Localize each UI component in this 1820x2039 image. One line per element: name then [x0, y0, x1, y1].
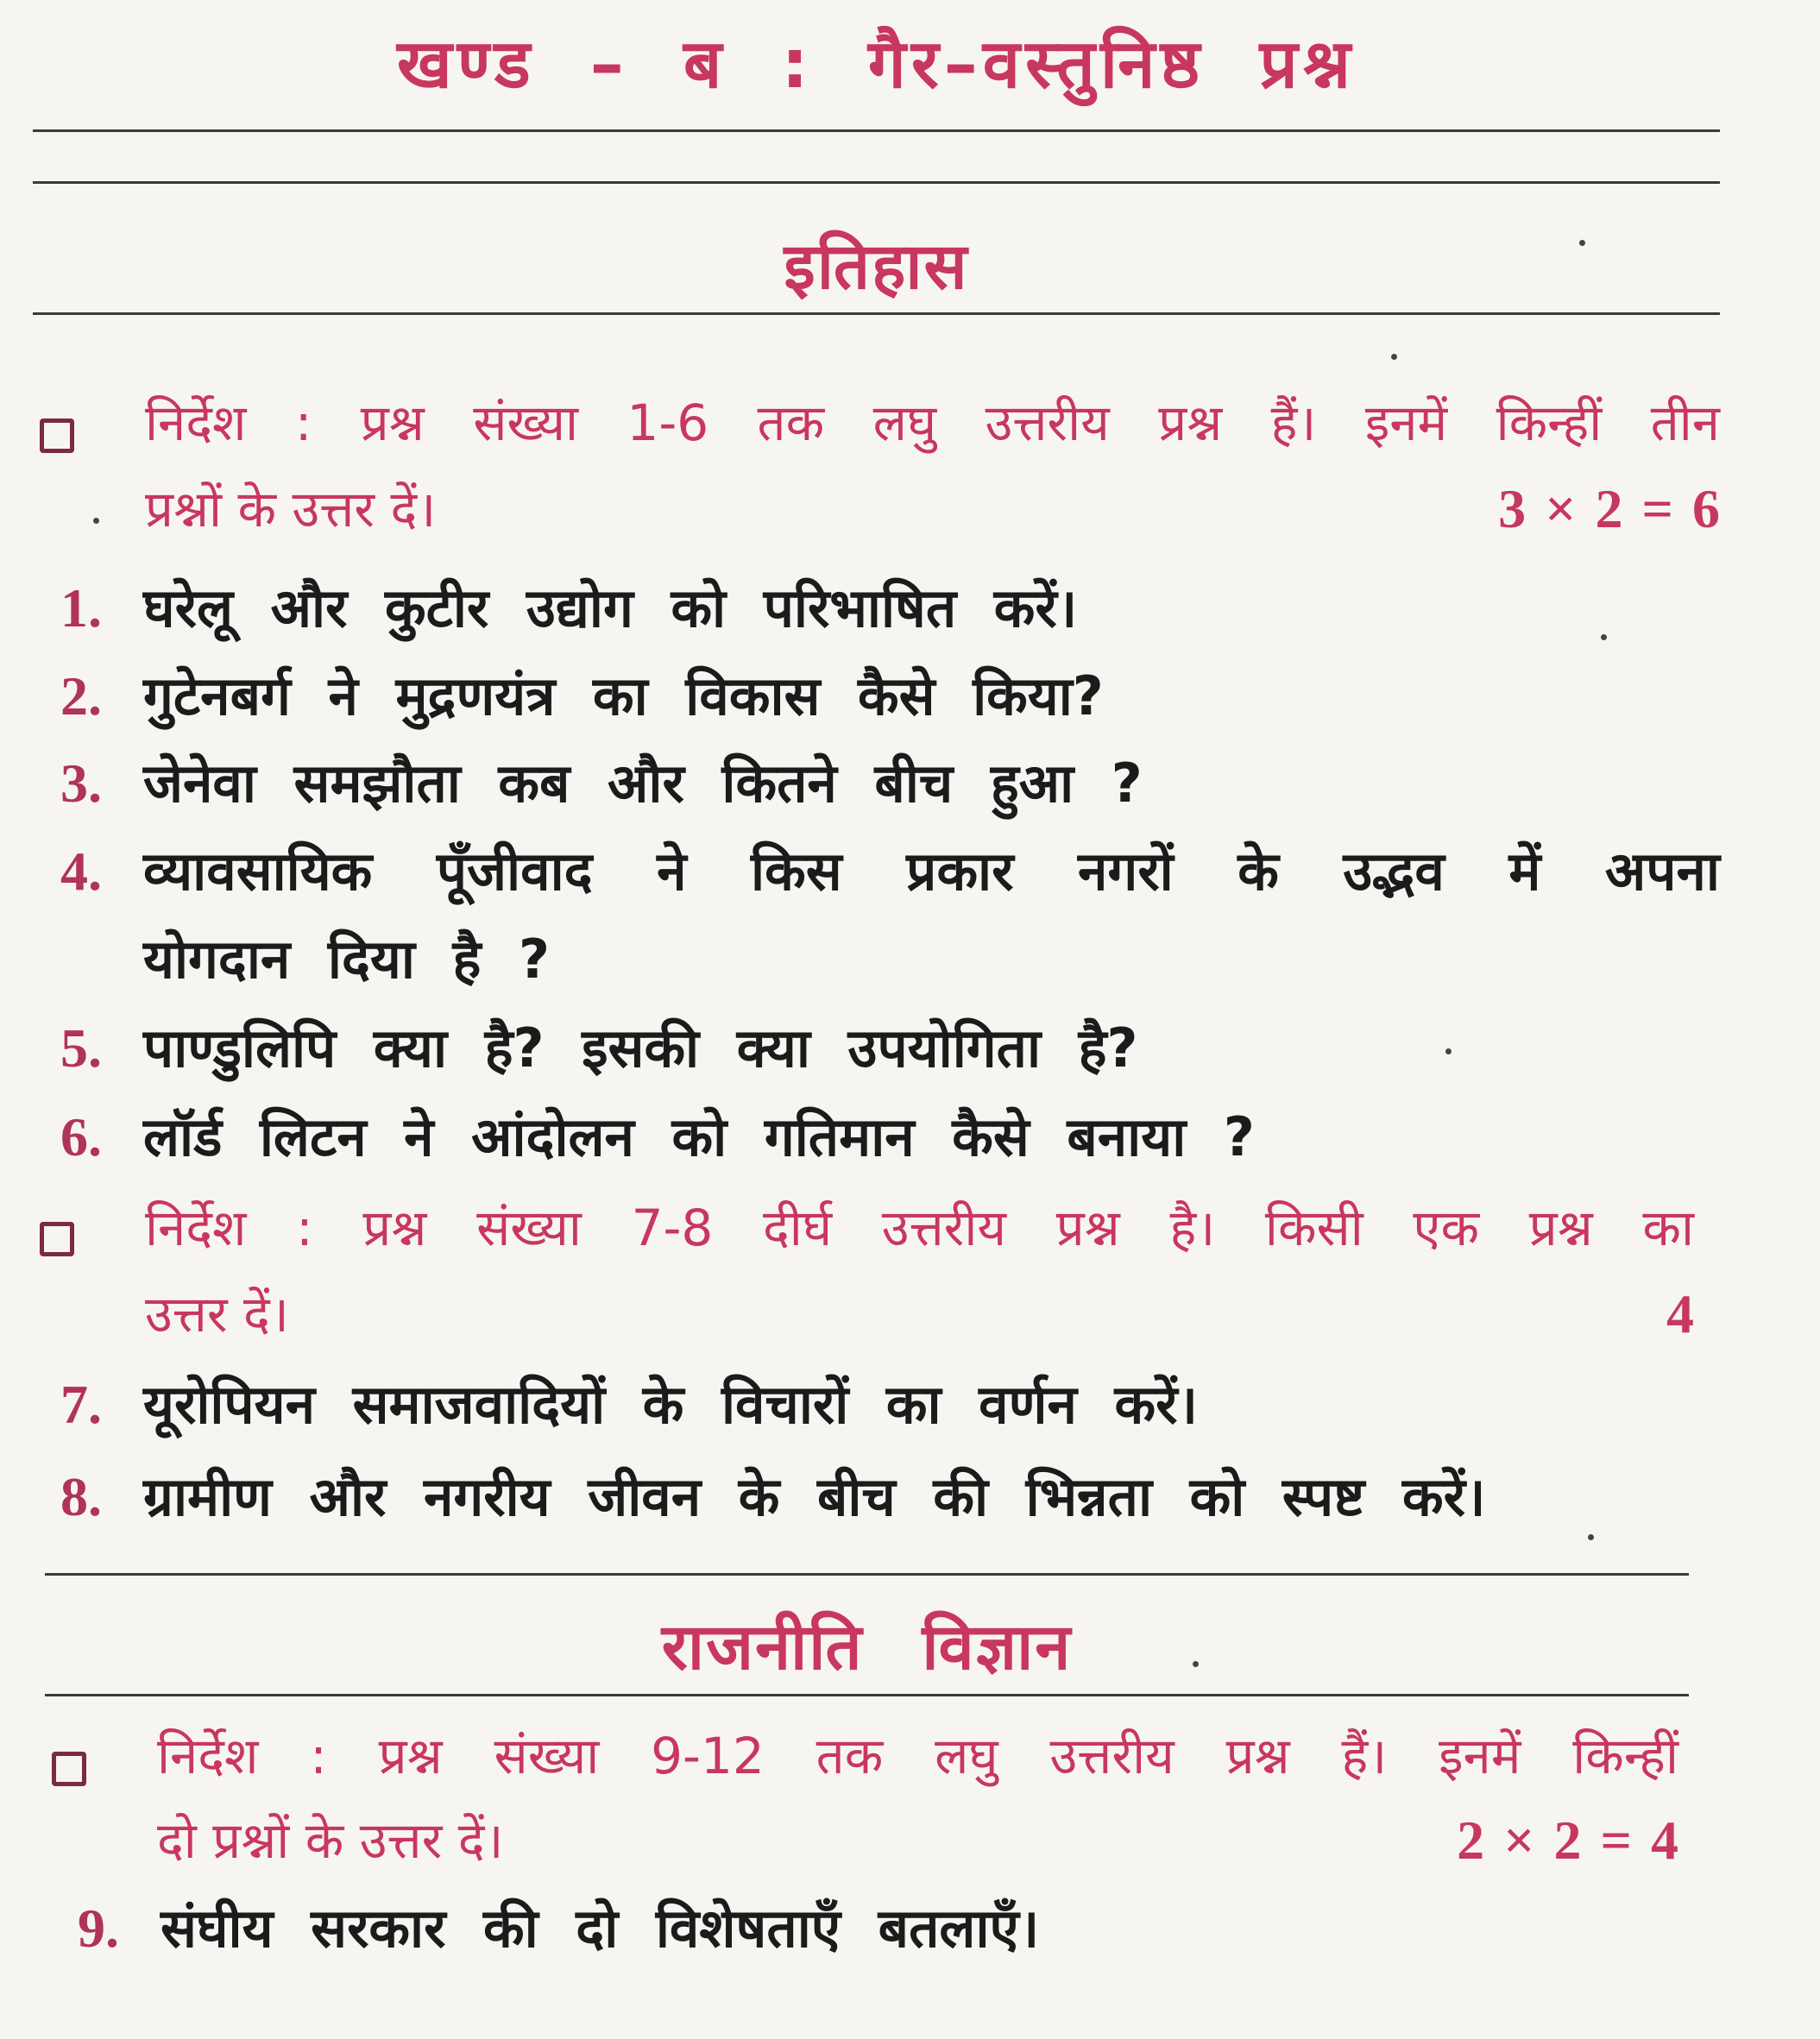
section-title-political-science: राजनीति विज्ञान [661, 1610, 1073, 1684]
instruction-line: प्रश्नों के उत्तर दें। [145, 480, 437, 538]
instruction-line: निर्देश : प्रश्न संख्या 1-6 तक लघु उत्तरीय प्रश्न हैं। इनमें किन्हीं तीन [145, 393, 1720, 452]
question-item [60, 1094, 1720, 1180]
question-item [60, 1362, 1720, 1448]
scan-speck [1445, 1048, 1452, 1054]
question-number: 3. [60, 752, 102, 814]
marks-label: 2 × 2 = 4 [1457, 1809, 1678, 1871]
question-item [60, 1454, 1720, 1540]
instruction-line: उत्तर दें। [145, 1285, 289, 1344]
instruction-line: दो प्रश्नों के उत्तर दें। [157, 1811, 504, 1870]
divider [33, 312, 1720, 315]
question-text: घरेलू और कुटीर उद्योग को परिभाषित करें। [143, 576, 1078, 639]
divider [33, 181, 1720, 184]
checkbox-icon [40, 1222, 74, 1256]
question-item [60, 1005, 1720, 1092]
instruction-line: निर्देश : प्रश्न संख्या 9-12 तक लघु उत्तरीय प्रश्न हैं। इनमें किन्हीं [157, 1727, 1678, 1785]
scan-speck [1588, 1534, 1594, 1540]
question-text: संघीय सरकार की दो विशेषताएँ बतलाएँ। [161, 1897, 1040, 1960]
question-number: 6. [60, 1106, 102, 1167]
question-number: 8. [60, 1466, 102, 1527]
question-text: योगदान दिया है ? [143, 928, 550, 991]
scan-speck [1601, 634, 1607, 640]
divider [45, 1694, 1689, 1696]
scan-speck [1193, 1661, 1199, 1667]
question-text: लॉर्ड लिटन ने आंदोलन को गतिमान कैसे बनाया ? [143, 1105, 1255, 1168]
question-item [60, 653, 1720, 739]
question-text: व्यावसायिक पूँजीवाद ने किस प्रकार नगरों के उद्भव में अपना [143, 840, 1720, 903]
scan-speck [93, 518, 99, 524]
question-number: 7. [60, 1374, 102, 1435]
question-item [60, 565, 1720, 651]
question-text: जेनेवा समझौता कब और कितने बीच हुआ ? [143, 752, 1143, 815]
instruction-line: निर्देश : प्रश्न संख्या 7-8 दीर्घ उत्तरीय प्रश्न है। किसी एक प्रश्न का [145, 1199, 1694, 1257]
question-number: 1. [60, 577, 102, 639]
question-item [78, 1885, 1720, 1972]
question-number: 5. [60, 1017, 102, 1079]
question-text: गुटेनबर्ग ने मुद्रणयंत्र का विकास कैसे किया? [143, 664, 1104, 727]
section-title-history: इतिहास [784, 230, 969, 304]
question-number: 9. [78, 1897, 119, 1959]
question-item-continuation [60, 916, 1720, 1003]
scan-speck [1391, 354, 1397, 360]
question-number: 4. [60, 840, 102, 902]
marks-label: 4 [1666, 1283, 1694, 1344]
marks-label: 3 × 2 = 6 [1498, 478, 1720, 539]
question-number: 2. [60, 665, 102, 727]
checkbox-icon [40, 418, 74, 453]
question-text: ग्रामीण और नगरीय जीवन के बीच की भिन्नता को स्पष्ट करें। [143, 1465, 1486, 1528]
question-item [60, 828, 1720, 915]
scan-speck [1579, 240, 1585, 246]
question-text: पाण्डुलिपि क्या है? इसकी क्या उपयोगिता है? [143, 1016, 1138, 1079]
question-item [60, 740, 1720, 827]
question-text: यूरोपियन समाजवादियों के विचारों का वर्णन करें। [143, 1373, 1198, 1436]
checkbox-icon [52, 1752, 86, 1786]
main-heading: खण्ड – ब : गैर–वस्तुनिष्ठ प्रश्न [396, 26, 1357, 104]
divider [45, 1573, 1689, 1576]
divider [33, 129, 1720, 132]
